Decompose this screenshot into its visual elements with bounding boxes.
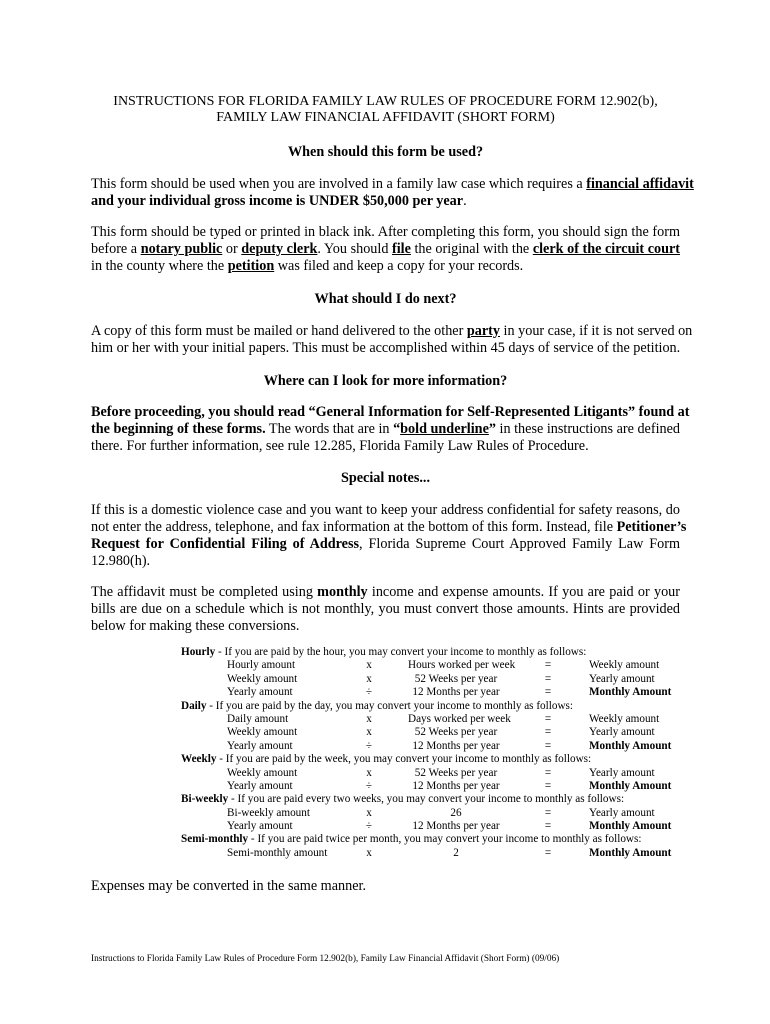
document-title: [91, 94, 680, 126]
heading-special-notes: Special notes...: [340, 470, 431, 486]
conversion-operator: ÷: [365, 739, 373, 752]
conversion-description: - If you are paid twice per month, you may convert your income to monthly as follows:: [248, 833, 642, 846]
conversion-label-weekly: Weekly: [181, 753, 217, 766]
term-bold-underline: bold underline: [400, 421, 489, 437]
conversion-factor: 12 Months per year: [412, 779, 500, 792]
conversion-result: Monthly Amount: [589, 739, 672, 752]
conversion-result: Monthly Amount: [589, 846, 672, 859]
conversion-equals: =: [544, 712, 552, 725]
conversion-equals: =: [544, 739, 552, 752]
conversion-description: - If you are paid by the week, you may convert your income to monthly as follows:: [216, 753, 592, 766]
conversion-input-amount: Yearly amount: [227, 779, 293, 792]
conversion-input-amount: Weekly amount: [227, 766, 298, 779]
conversion-operator: x: [366, 712, 372, 725]
paragraph-expenses: Expenses may be converted in the same manner.: [91, 878, 366, 894]
conversion-result: Yearly amount: [589, 726, 655, 739]
conversion-equals: =: [544, 726, 552, 739]
conversion-factor: 26: [450, 806, 462, 819]
conversion-label-semimonthly: Semi-monthly: [181, 833, 249, 846]
conversion-result: Yearly amount: [589, 766, 655, 779]
conversion-input-amount: Weekly amount: [227, 726, 298, 739]
conversion-operator: ÷: [365, 779, 373, 792]
conversion-equals: =: [544, 820, 552, 833]
term-file: file: [392, 241, 411, 257]
term-clerk-of-circuit-court: clerk of the circuit court: [532, 241, 681, 257]
conversion-operator: x: [366, 672, 372, 685]
conversion-factor: 12 Months per year: [412, 820, 500, 833]
income-threshold: and your individual gross income is UNDER $50,000 per year: [91, 193, 464, 209]
paragraph-signing: This form should be typed or printed in black ink. After completing this form, you should sign the form before a notary public or deputy clerk. You should file the original with the clerk of the circuit court in the county where the petition was filed and keep a copy for your records.: [91, 224, 681, 274]
conversion-equals: =: [544, 846, 552, 859]
conversion-result: Weekly amount: [589, 659, 660, 672]
term-party: party: [466, 323, 500, 339]
conversion-factor: 12 Months per year: [412, 739, 500, 752]
paragraph-what-next: A copy of this form must be mailed or hand delivered to the other party in your case, if it is not served on him or her with your initial papers. This must be accomplished within 45 days of service of the petition.: [91, 323, 693, 356]
conversion-equals: =: [544, 672, 552, 685]
conversion-operator: x: [366, 766, 372, 779]
conversion-result: Monthly Amount: [589, 820, 672, 833]
conversion-label-biweekly: Bi-weekly: [181, 793, 229, 806]
conversion-input-amount: Weekly amount: [227, 672, 298, 685]
heading-when-used: When should this form be used?: [287, 144, 484, 160]
conversion-result: Monthly Amount: [589, 686, 672, 699]
conversion-operator: x: [366, 726, 372, 739]
conversion-operator: x: [366, 846, 372, 859]
conversion-input-amount: Hourly amount: [227, 659, 296, 672]
conversion-description: - If you are paid by the day, you may convert your income to monthly as follows:: [206, 699, 573, 712]
conversion-factor: 52 Weeks per year: [414, 766, 498, 779]
conversion-equals: =: [544, 779, 552, 792]
conversion-operator: ÷: [365, 820, 373, 833]
conversion-equals: =: [544, 806, 552, 819]
conversion-equals: =: [544, 659, 552, 672]
conversion-operator: x: [366, 806, 372, 819]
conversion-factor: 52 Weeks per year: [414, 726, 498, 739]
term-financial-affidavit: financial affidavit: [586, 176, 694, 192]
conversion-equals: =: [544, 766, 552, 779]
title-line-1: INSTRUCTIONS FOR FLORIDA FAMILY LAW RULES OF PROCEDURE FORM 12.902(b),: [113, 94, 658, 109]
conversion-factor: 2: [453, 846, 459, 859]
conversion-result: Monthly Amount: [589, 779, 672, 792]
heading-what-next: What should I do next?: [314, 291, 457, 307]
conversion-result: Yearly amount: [589, 806, 655, 819]
conversion-factor: Hours worked per week: [408, 659, 516, 672]
term-notary-public: notary public: [140, 241, 223, 257]
form-reference-confidential-address: Request for Confidential Filing of Address: [91, 536, 360, 552]
conversion-input-amount: Yearly amount: [227, 686, 293, 699]
conversion-factor: 52 Weeks per year: [414, 672, 498, 685]
conversion-input-amount: Bi-weekly amount: [227, 806, 310, 819]
conversion-description: - If you are paid by the hour, you may convert your income to monthly as follows:: [215, 646, 587, 658]
title-line-2: FAMILY LAW FINANCIAL AFFIDAVIT (SHORT FORM): [216, 110, 555, 125]
conversion-input-amount: Yearly amount: [227, 739, 293, 752]
conversion-input-amount: Yearly amount: [227, 820, 293, 833]
conversion-operator: ÷: [365, 686, 373, 699]
conversion-factor: 12 Months per year: [412, 686, 500, 699]
conversion-description: - If you are paid every two weeks, you may convert your income to monthly as follows:: [228, 793, 625, 806]
paragraph-monthly-amounts: The affidavit must be completed using monthly income and expense amounts. If you are paid or your bills are due on a schedule which is not monthly, you must convert those amounts. Hints are provided below for making these conversions.: [91, 584, 680, 634]
conversion-result: Yearly amount: [589, 672, 655, 685]
conversion-label-daily: Daily: [181, 699, 207, 712]
conversion-label-hourly: Hourly: [181, 646, 216, 658]
paragraph-more-info: Before proceeding, you should read “General Information for Self-Represented Litigants” found at the beginning of these forms. The words that are in “bold underline” in these instructions are defined there. For further information, see rule 12.285, Florida Family Law Rules of Procedure.: [91, 404, 690, 454]
conversion-result: Weekly amount: [589, 712, 660, 725]
conversion-input-amount: Semi-monthly amount: [227, 846, 328, 859]
term-deputy-clerk: deputy clerk: [241, 241, 318, 257]
term-petition: petition: [227, 258, 275, 274]
conversion-input-amount: Daily amount: [227, 712, 289, 725]
conversion-factor: Days worked per week: [408, 712, 511, 725]
conversion-equals: =: [544, 686, 552, 699]
page-footer: Instructions to Florida Family Law Rules of Procedure Form 12.902(b), Family Law Financial Affidavit (Short Form) (09/06): [91, 954, 560, 964]
paragraph-when-used: This form should be used when you are involved in a family law case which requires a financial affidavit and your individual gross income is UNDER $50,000 per year.: [91, 176, 694, 209]
paragraph-domestic-violence: If this is a domestic violence case and you want to keep your address confidential for safety reasons, do not enter the address, telephone, and fax information at the bottom of this form. Instead, file Petitioner’s Request for Confidential Filing of Address, Florida Supreme Court Approved Family Law Form 12.980(h).: [91, 502, 687, 569]
conversion-operator: x: [366, 659, 372, 672]
heading-more-info: Where can I look for more information?: [263, 373, 508, 389]
